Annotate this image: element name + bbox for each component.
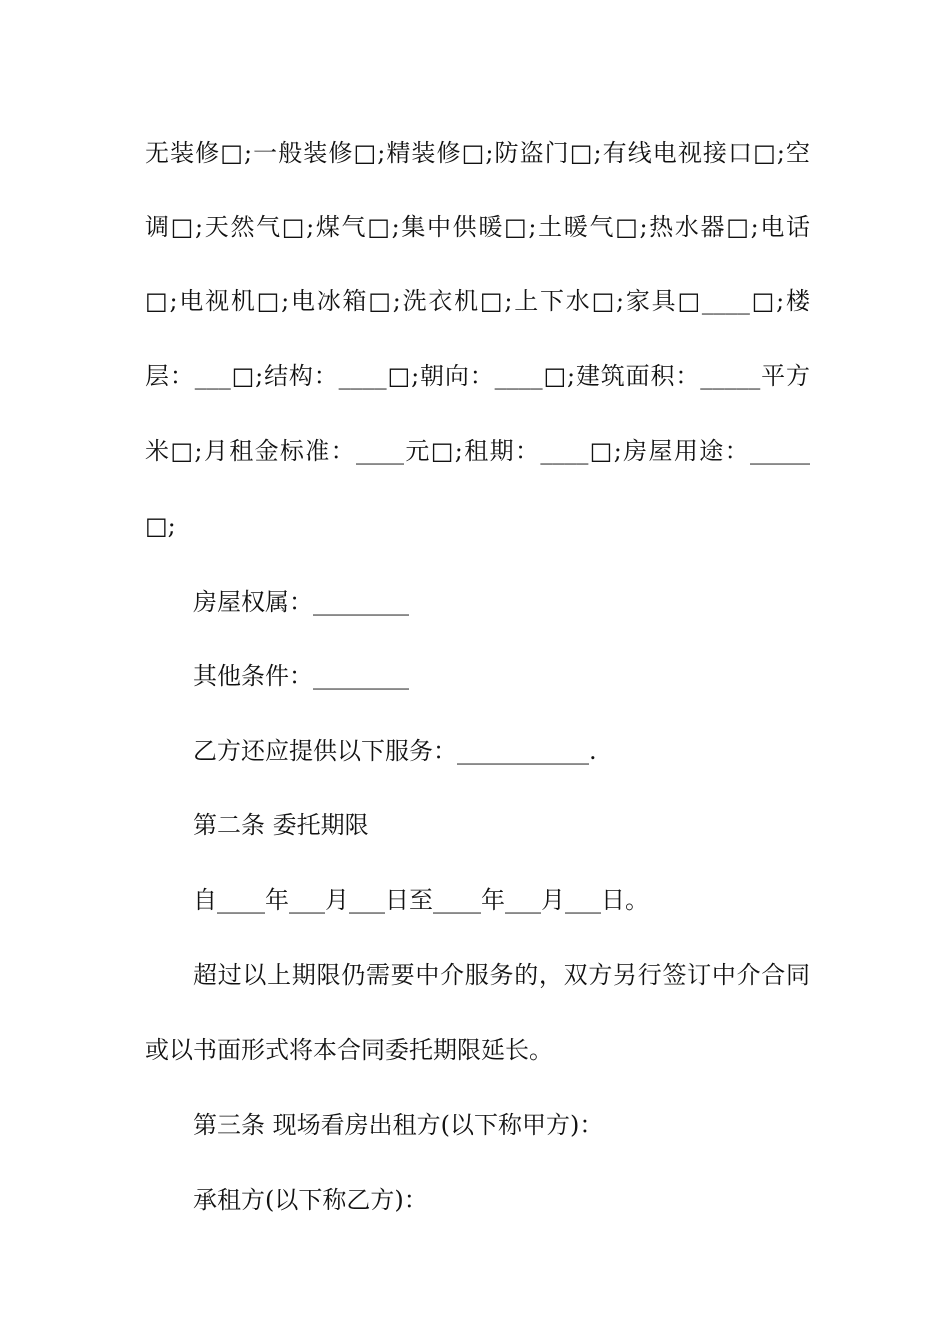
paragraph-line: 超过以上期限仍需要中介服务的，双方另行签订中介合同 (193, 961, 810, 989)
ownership-field: 房屋权属：________ (193, 588, 409, 616)
paragraph-line: 米□;月租金标准：____元□;租期：____□;房屋用途：_____ (145, 437, 810, 465)
article-heading: 第三条 现场看房出租方(以下称甲方)： (193, 1111, 604, 1139)
paragraph-line: 无装修□;一般装修□;精装修□;防盗门□;有线电视接口□;空 (145, 139, 810, 167)
paragraph-line: 或以书面形式将本合同委托期限延长。 (145, 1036, 553, 1064)
paragraph-line: □;电视机□;电冰箱□;洗衣机□;上下水□;家具□____□;楼 (145, 287, 810, 315)
period-line: 自____年___月___日至____年___月___日。 (193, 886, 649, 914)
paragraph-line: 层：___□;结构：____□;朝向：____□;建筑面积：_____平方 (145, 362, 810, 390)
other-conditions-field: 其他条件：________ (193, 662, 409, 690)
services-field: 乙方还应提供以下服务：___________. (193, 737, 597, 765)
paragraph-line: 调□;天然气□;煤气□;集中供暖□;土暖气□;热水器□;电话 (145, 213, 810, 241)
paragraph-line: □; (145, 512, 176, 540)
article-heading: 第二条 委托期限 (193, 811, 369, 839)
lessee-line: 承租方(以下称乙方)： (193, 1186, 428, 1214)
